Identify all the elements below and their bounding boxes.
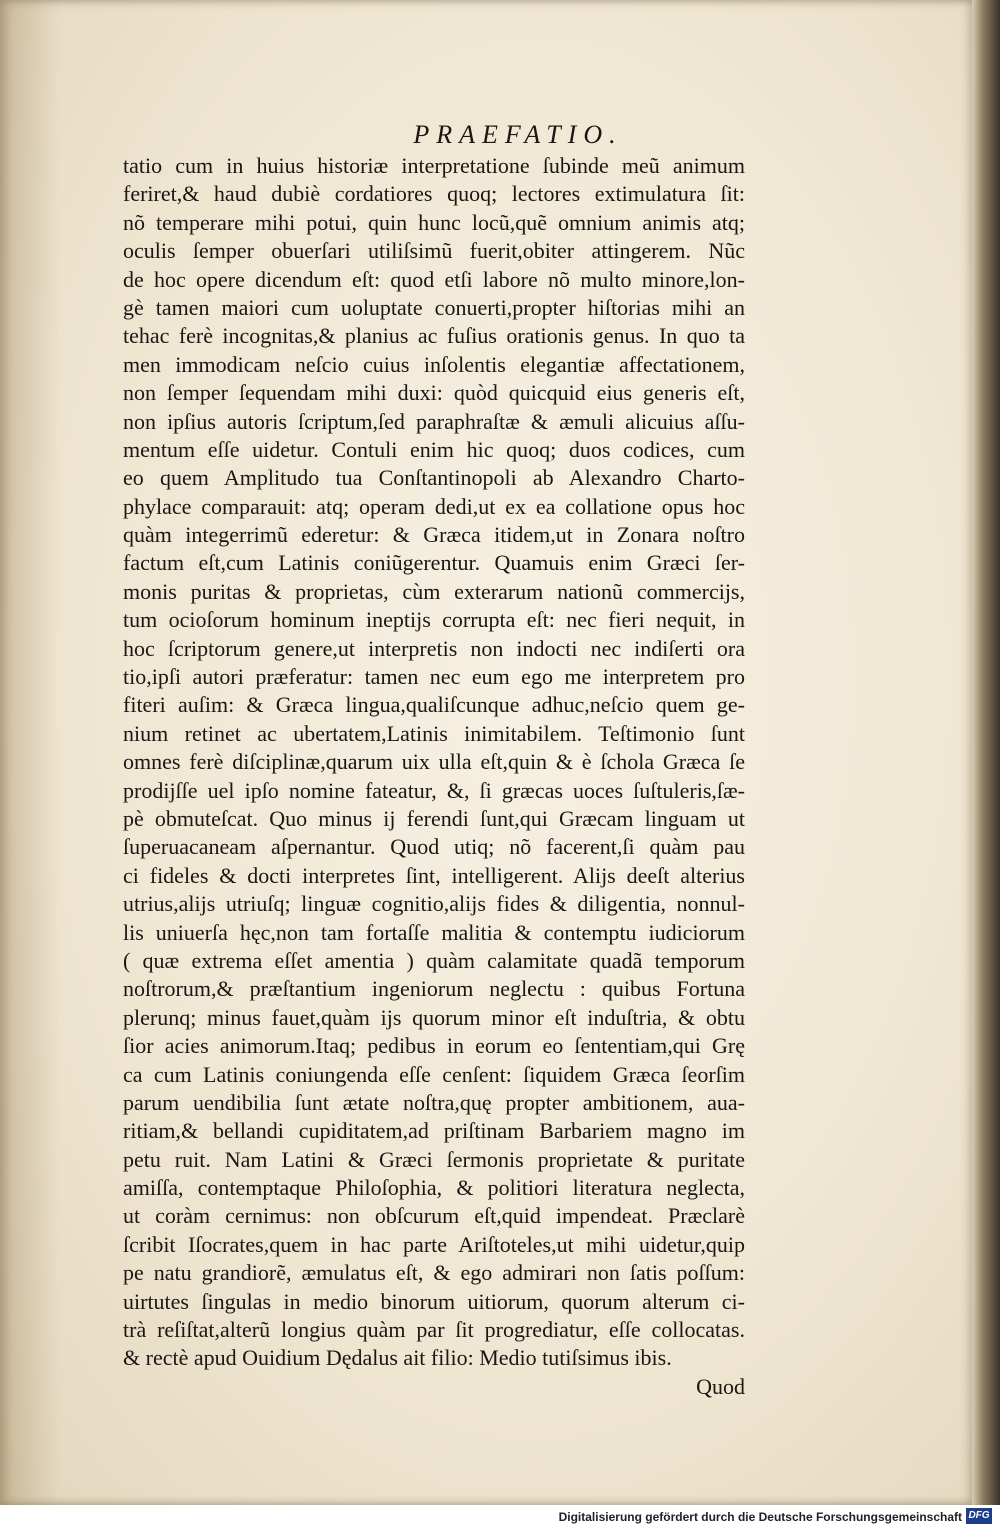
text-line: factum eſt,cum Latinis coniũgerentur. Quamuis enim Græci ſer- — [123, 550, 745, 576]
text-line: & rectè apud Ouidium Dędalus ait filio: Medio tutiſsimus ibis. — [123, 1345, 672, 1371]
text-line: utrius,alijs utriuſq; linguæ cognitio,alijs fides & diligentia, nonnul- — [123, 891, 745, 917]
catchword: Quod — [696, 1373, 745, 1399]
dfg-logo-icon: DFG — [966, 1508, 992, 1524]
text-line: men immodicam neſcio cuius inſolentis elegantiæ affectationem, — [123, 351, 745, 377]
text-line: pè obmuteſcat. Quo minus ij ferendi ſunt,qui Græcam linguam ut — [123, 805, 745, 831]
text-line: fiteri auſim: & Græca lingua,qualiſcunque adhuc,neſcio quem ge- — [123, 692, 745, 718]
text-line: tatio cum in huius historiæ interpretatione ſubinde meũ animum — [123, 153, 745, 178]
text-line: non ſemper ſequendam mihi duxi: quòd quicquid eius generis eſt, — [123, 380, 745, 406]
text-line: ritiam,& bellandi cupiditatem,ad priſtinam Barbariem magno im — [123, 1118, 745, 1144]
text-line: nõ temperare mihi potui, quin hunc locũ,quẽ omnium animis atq; — [123, 209, 745, 235]
text-line: feriret,& haud dubiè cordatiores quoq; lectores extimulatura ſit: — [123, 181, 745, 207]
text-line: prodijſſe uel ipſo nomine fateatur, &, ſi græcas uoces ſuſtuleris,ſæ- — [123, 777, 745, 803]
text-line: amiſſa, contemptaque Philoſophia, & politiori literatura neglecta, — [123, 1175, 745, 1201]
text-line: noſtrorum,& præſtantium ingeniorum neglectu : quibus Fortuna — [123, 976, 745, 1002]
text-line: tio,ipſi autori præferatur: tamen nec eum ego me interpretem pro — [123, 664, 745, 690]
book-edge — [972, 0, 1000, 1505]
text-line: eo quem Amplitudo tua Conſtantinopoli ab Alexandro Charto- — [123, 465, 745, 491]
text-line: petu ruit. Nam Latini & Græci ſermonis proprietate & puritate — [123, 1146, 745, 1172]
text-line: ſior acies animorum.Itaq; pedibus in eorum eo ſententiam,qui Grę — [123, 1033, 745, 1059]
text-line: de hoc opere dicendum eſt: quod etſi labore nõ multo minore,lon- — [123, 266, 745, 292]
text-line: hoc ſcriptorum genere,ut interpretis non indocti nec indiſerti ora — [123, 635, 745, 661]
text-line: tehac ferè incognitas,& planius ac fuſius orationis genus. In quo ta — [123, 323, 745, 349]
text-line: parum uendibilia ſunt ætate noſtra,quę propter ambitionem, aua- — [123, 1089, 745, 1115]
body-text — [123, 152, 745, 1401]
text-line: oculis ſemper obuerſari utiliſsimũ fuerit,obiter attingerem. Nũc — [123, 238, 745, 264]
text-line: monis puritas & proprietas, cùm exterarum nationũ commercijs, — [123, 578, 745, 604]
text-line: ci fideles & docti interpretes ſint, intelligerent. Alijs deeſt alterius — [123, 862, 745, 888]
text-line: plerunq; minus fauet,quàm ijs quorum minor eſt induſtria, & obtu — [123, 1004, 745, 1030]
running-header: PRAEFATIO. — [413, 120, 623, 149]
funding-notice: Digitalisierung gefördert durch die Deutsche Forschungsgemeinschaft — [558, 1510, 962, 1524]
text-line: uirtutes ſingulas in medio binorum uitiorum, quorum alterum ci- — [123, 1288, 745, 1314]
text-line: pe natu grandiorẽ, æmulatus eſt, & ego admirari non ſatis poſſum: — [123, 1260, 745, 1286]
text-line: tum ocioſorum hominum ineptijs corrupta eſt: nec fieri nequit, in — [123, 607, 745, 633]
text-line: ſcribit Iſocrates,quem in hac parte Ariſtoteles,ut mihi uidetur,quip — [123, 1231, 745, 1257]
text-line: non ipſius autoris ſcriptum,ſed paraphraſtæ & æmuli alicuius aſſu- — [123, 408, 745, 434]
text-line: ut coràm cernimus: non obſcurum eſt,quid impendeat. Præclarè — [123, 1203, 745, 1229]
text-line: mentum eſſe uidetur. Contuli enim hic quoq; duos codices, cum — [123, 436, 745, 462]
text-line: trà reſiſtat,alterũ longius quàm par ſit progrediatur, eſſe collocatas. — [123, 1317, 745, 1343]
text-line: gè tamen maiori cum uoluptate conuerti,propter hiſtorias mihi an — [123, 294, 745, 320]
text-line: nium retinet ac ubertatem,Latinis inimitabilem. Teſtimonio ſunt — [123, 720, 745, 746]
text-line: omnes ferè diſciplinæ,quarum uix ulla eſt,quin & è ſchola Græca ſe — [123, 749, 745, 775]
text-line: ( quæ extrema eſſet amentia ) quàm calamitate quadã temporum — [123, 947, 745, 973]
text-line: lis uniuerſa hęc,non tam fortaſſe malitia & contemptu iudiciorum — [123, 919, 745, 945]
text-line: quàm integerrimũ ederetur: & Græca itidem,ut in Zonara noſtro — [123, 522, 745, 548]
text-line: ca cum Latinis coniungenda eſſe cenſent: ſiquidem Græca ſeorſim — [123, 1061, 745, 1087]
text-line: phylace comparauit: atq; operam dedi,ut ex ea collatione opus hoc — [123, 493, 745, 519]
text-line: ſuperuacaneam aſpernantur. Quod utiq; nõ facerent,ſi quàm pau — [123, 834, 745, 860]
page-gutter-shadow — [0, 0, 60, 1505]
